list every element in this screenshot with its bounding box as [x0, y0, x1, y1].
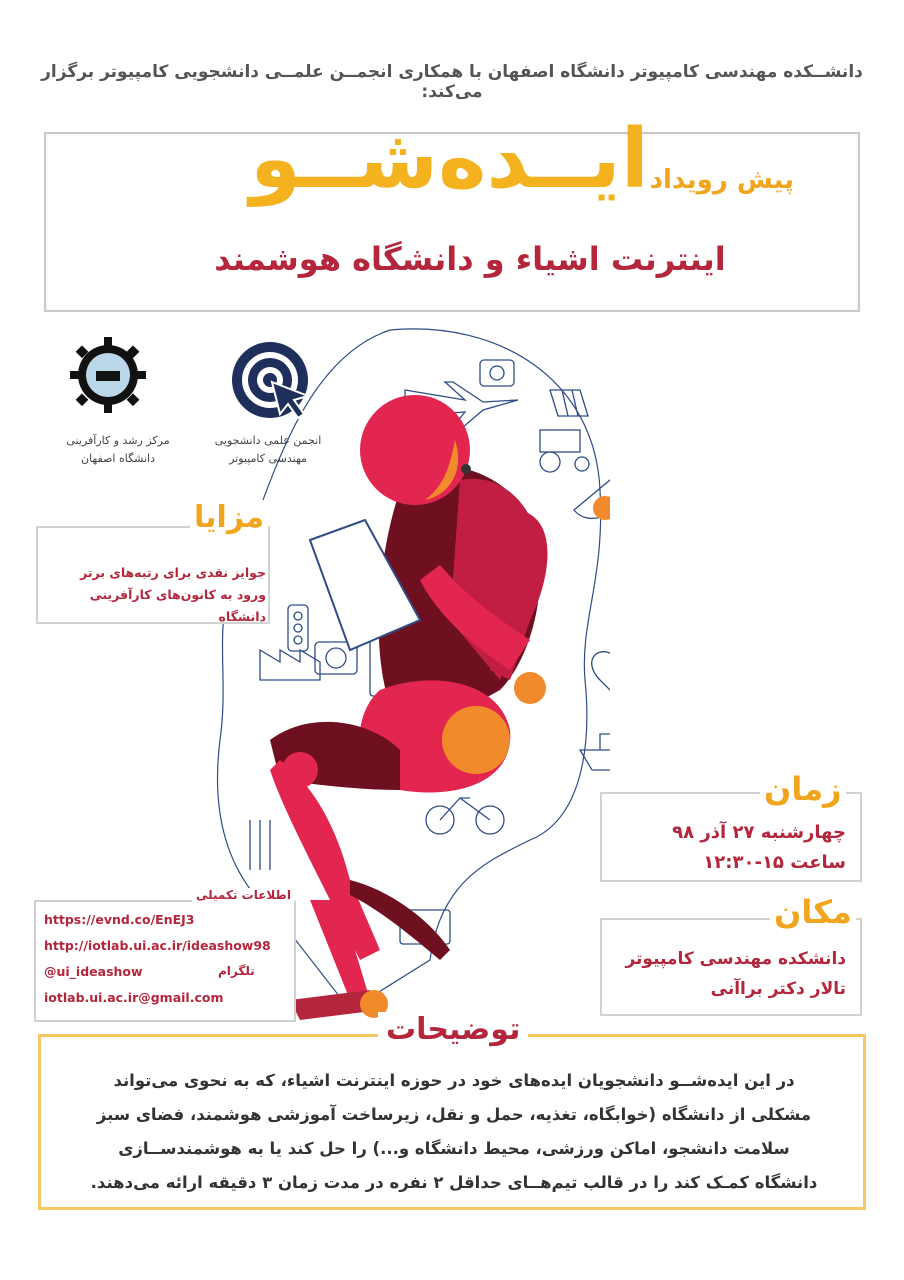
university-gear-seal-icon — [58, 335, 158, 415]
event-date: چهارشنبه ۲۷ آذر ۹۸ — [672, 822, 846, 843]
venue-hall: تالار دکتر براآنی — [710, 979, 846, 999]
hip-joint — [442, 706, 510, 774]
cs-association-caption — [208, 432, 328, 468]
event-hours: ساعت ۱۵-۱۲:۳۰ — [703, 852, 846, 873]
seated-figure — [270, 395, 610, 1020]
time-heading: زمان — [760, 770, 846, 808]
organizer-line: دانشــکده مهندسی کامپیوتر دانشگاه اصفهان با همکاری انجمــن علمــی دانشجویی کامپیوتر برگزار می‌کند: — [41, 62, 863, 102]
description-line: دانشگاه کمـک کند را در قالب تیم‌هــای حداقل ۲ نفره در مدت زمان ۳ دقیقه ارائه می‌دهند. — [90, 1173, 818, 1192]
venue-faculty: دانشکده مهندسی کامپیوتر — [625, 949, 846, 969]
incubator-caption-line1: مرکز رشد و کارآفرینی — [66, 434, 170, 447]
knee-joint — [282, 752, 318, 788]
event-title: ایــده‌شــو — [250, 112, 649, 207]
shoulder-joint — [593, 496, 610, 520]
telephone-icon — [480, 360, 514, 386]
description-line: سلامت دانشجو، اماکن ورزشی، محیط دانشگاه و...) را حل کند یا به هوشمندســازی — [118, 1139, 790, 1158]
telegram-label: تلگرام — [218, 964, 255, 978]
elbow-joint — [514, 672, 546, 704]
heartbeat-icon — [592, 652, 610, 700]
description-heading: توضیحات — [378, 1012, 528, 1047]
benefits-list — [44, 562, 266, 628]
pre-event-label: پیش رویداد — [649, 165, 794, 195]
cs-association-caption-line2: مهندسی کامپیوتر — [229, 452, 307, 465]
factory-icon — [260, 650, 320, 680]
ideashow-link[interactable]: http://iotlab.ui.ac.ir/ideashow98 — [44, 938, 271, 953]
place-heading: مکان — [770, 893, 856, 931]
incubator-caption-line2: دانشگاه اصفهان — [81, 452, 155, 465]
time-details — [606, 818, 846, 878]
description-text — [64, 1064, 844, 1200]
solar-panel-icon — [550, 390, 588, 416]
wheat-icon — [250, 820, 270, 870]
cursor-signal-icon — [228, 338, 314, 424]
cs-association-caption-line1: انجمن علمی دانشجویی — [214, 434, 322, 447]
incubator-caption — [58, 432, 178, 468]
benefit-item: جوایز نقدی برای رتبه‌های برتر — [80, 565, 266, 580]
tractor-icon — [540, 430, 580, 452]
description-line: در این ایده‌شــو دانشجویان ایده‌های خود در حوزه اینترنت اشیاء، که به نحوی می‌تواند — [113, 1071, 795, 1090]
telegram-handle[interactable]: @ui_ideashow — [44, 964, 143, 979]
info-heading: اطلاعات تکمیلی — [192, 888, 295, 902]
contact-email[interactable]: iotlab.ui.ac.ir@gmail.com — [44, 990, 224, 1005]
description-line: مشکلی از دانشگاه (خوابگاه، تغذیه، حمل و نقل، زیرساخت آموزشی هوشمند، فضای سبز — [96, 1105, 812, 1124]
registration-link[interactable]: https://evnd.co/EnEJ3 — [44, 912, 195, 927]
benefit-item: ورود به کانون‌های کارآفرینی دانشگاه — [89, 587, 266, 624]
benefits-heading: مزایا — [190, 500, 268, 535]
place-details — [606, 944, 846, 1004]
event-subtitle: اینترنت اشیاء و دانشگاه هوشمند — [214, 240, 726, 278]
